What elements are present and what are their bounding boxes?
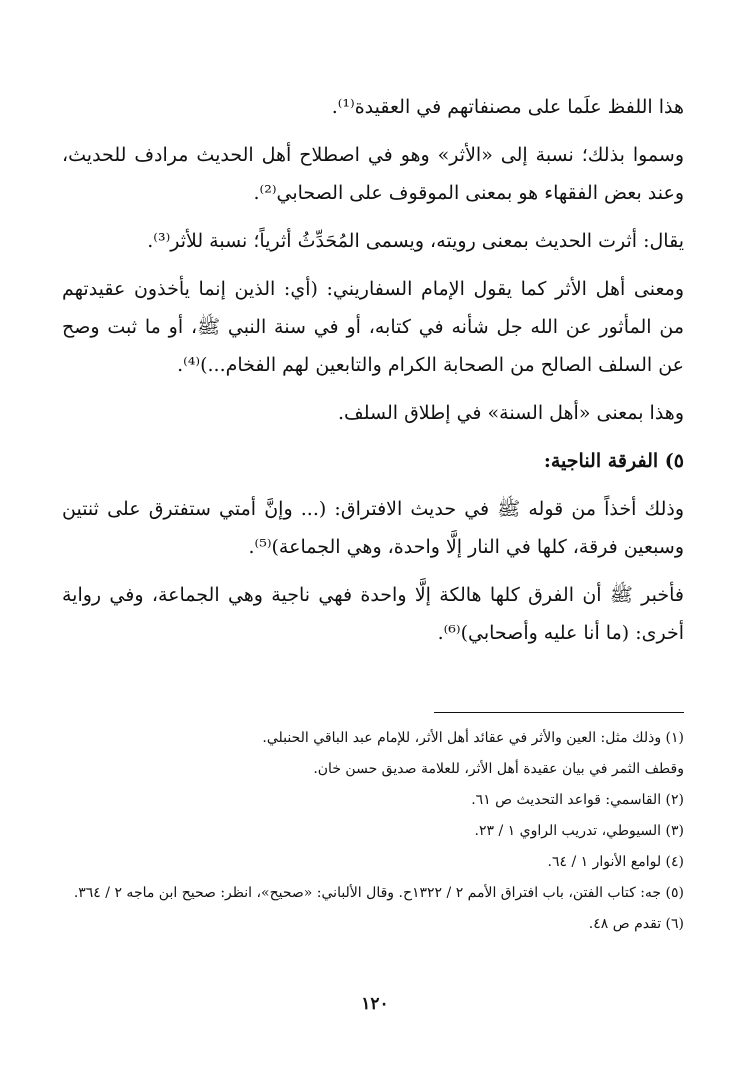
footnote-5: (٥) جه: كتاب الفتن، باب افتراق الأمم ٢ / ١٣٢٢ح. وقال الألباني: «صحيح»، انظر: صحيح ابن ماجه ٢ / ٣٦٤. [73,885,684,901]
paragraph-4: ومعنى أهل الأثر كما يقول الإمام السفاريني: (أي: الذين إنما يأخذون عقيدتهم من المأثور عن الله جل شأنه في كتابه، أو في سنة النبي ﷺ، أو ما ثبت وصح عن السلف الصالح من الصحابة الكرام والتابعين لهم الفخام...)⁽⁴⁾. [62,278,684,376]
footnote-6: (٦) تقدم ص ٤٨. [588,916,684,932]
paragraph-1: هذا اللفظ علَما على مصنفاتهم في العقيدة⁽¹⁾. [331,96,684,118]
paragraph-3: يقال: أثرت الحديث بمعنى رويته، ويسمى المُحَدِّثُ أثرياً؛ نسبة للأثر⁽³⁾. [147,230,684,252]
main-text [62,88,684,662]
footnote-4: (٤) لوامع الأنوار ١ / ٦٤. [547,854,684,870]
paragraph-7: فأخبر ﷺ أن الفرق كلها هالكة إلَّا واحدة فهي ناجية وهي الجماعة، وفي رواية أخرى: (ما أنا عليه وأصحابي)⁽⁶⁾. [62,584,684,644]
section-heading: ٥) الفرقة الناجية: [543,450,684,472]
footnote-1: (١) وذلك مثل: العين والأثر في عقائد أهل الأثر، للإمام عبد الباقي الحنبلي. [262,730,684,746]
footnote-3: (٣) السيوطي، تدريب الراوي ١ / ٢٣. [474,823,684,839]
page-number: ١٢٠ [361,994,389,1014]
footnote-divider [434,712,684,713]
footnotes [62,712,684,940]
paragraph-5: وهذا بمعنى «أهل السنة» في إطلاق السلف. [338,402,684,424]
paragraph-6: وذلك أخذاً من قوله ﷺ في حديث الافتراق: (... وإنَّ أمتي ستفترق على ثنتين وسبعين فرقة، كلها في النار إلَّا واحدة، وهي الجماعة)⁽⁵⁾. [62,498,684,558]
paragraph-2: وسموا بذلك؛ نسبة إلى «الأثر» وهو في اصطلاح أهل الحديث مرادف للحديث، وعند بعض الفقهاء هو بمعنى الموقوف على الصحابي⁽²⁾. [62,144,684,204]
footnote-2: (٢) القاسمي: قواعد التحديث ص ٦١. [471,792,684,808]
footnote-1-continued: وقطف الثمر في بيان عقيدة أهل الأثر، للعلامة صديق حسن خان. [313,761,684,777]
